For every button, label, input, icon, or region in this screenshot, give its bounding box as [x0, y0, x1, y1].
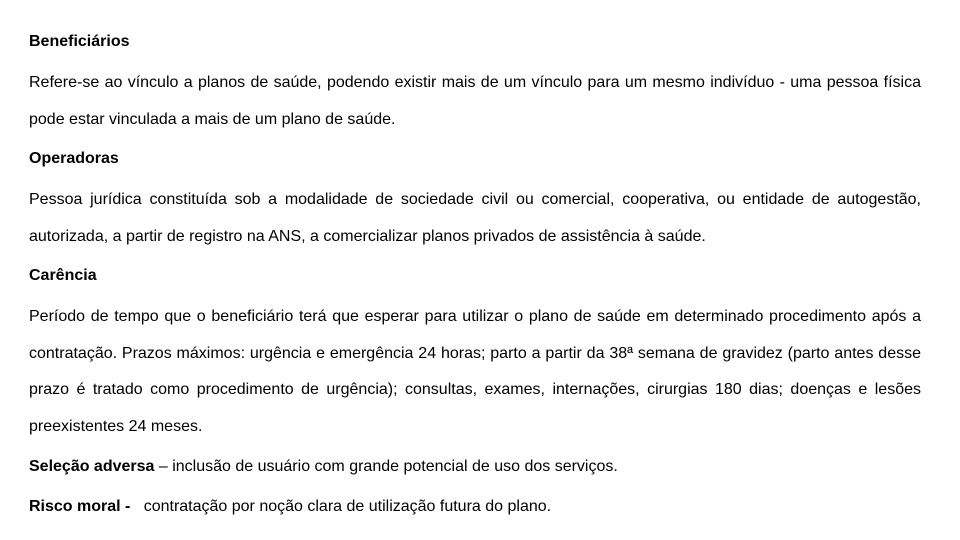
risco-moral-separator	[130, 498, 143, 515]
risco-moral-definition: contratação por noção clara de utilização futura do plano.	[143, 498, 552, 515]
carencia-definition: Período de tempo que o beneficiário terá que esperar para utilizar o plano de saúde em determinado procedimento após a contratação. Prazos máximos: urgência e emergência 24 horas; parto a partir da 38ª semana de gravidez (parto antes desse prazo é tratado como procedimento de urgência); consultas, exames, internações, cirurgias 180 dias; doenças e lesões preexistentes 24 meses.	[29, 308, 921, 435]
carencia-heading: Carência	[29, 267, 97, 284]
selecao-adversa-entry	[29, 457, 618, 477]
risco-moral-entry	[29, 497, 551, 517]
selecao-adversa-separator: –	[154, 458, 173, 475]
risco-moral-term: Risco moral -	[29, 498, 131, 515]
beneficiarios-definition: Refere-se ao vínculo a planos de saúde, podendo existir mais de um vínculo para um mesmo indivíduo - uma pessoa física pode estar vinculada a mais de um plano de saúde.	[29, 74, 921, 128]
operadoras-definition: Pessoa jurídica constituída sob a modalidade de sociedade civil ou comercial, cooperativa, ou entidade de autogestão, autorizada, a partir de registro na ANS, a comercializar planos privados de assistência à saúde.	[29, 191, 921, 245]
selecao-adversa-term: Seleção adversa	[29, 458, 155, 475]
selecao-adversa-definition: inclusão de usuário com grande potencial de uso dos serviços.	[172, 458, 618, 475]
slide-content	[29, 0, 921, 540]
beneficiarios-heading: Beneficiários	[29, 33, 130, 50]
operadoras-heading: Operadoras	[29, 150, 119, 167]
